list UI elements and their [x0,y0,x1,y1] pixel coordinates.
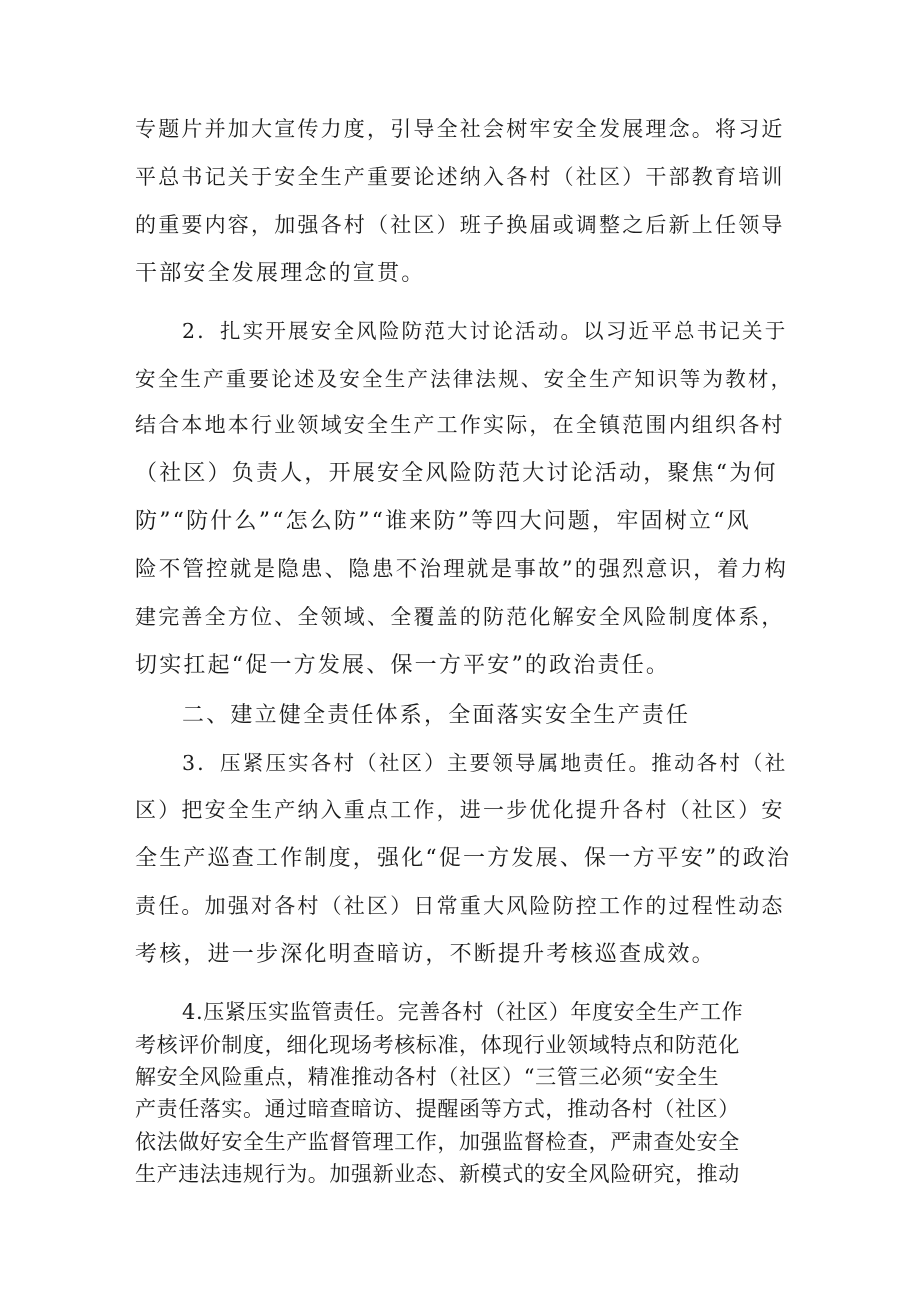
text-line: 生产违法违规行为。加强新业态、新模式的安全风险研究，推动 [135,1162,740,1186]
text-line: 的重要内容，加强各村（社区）班子换届或调整之后新上任领导 [135,213,785,237]
text-line: 2．扎实开展安全风险防范大讨论活动。以习近平总书记关于 [182,319,788,343]
text-line: 产责任落实。通过暗查暗访、提醒函等方式，推动各村（社区） [135,1097,740,1121]
text-line: 安全生产重要论述及安全生产法律法规、安全生产知识等为教材， [135,367,794,391]
text-line: 考核，进一步深化明查暗访，不断提升考核巡查成效。 [135,942,716,967]
text-line: 全生产巡查工作制度，强化“促一方发展、保一方平安”的政治 [135,846,792,871]
text-line: 专题片并加大宣传力度，引导全社会树牢安全发展理念。将习近 [135,117,785,141]
text-line: 防”“防什么”“怎么防”“谁来防”等四大问题，牢固树立“风 [135,509,751,534]
text-line: 干部安全发展理念的宣贯。 [135,261,426,286]
text-line: 切实扛起“促一方发展、保一方平安”的政治责任。 [135,653,671,678]
text-line: 建完善全方位、全领域、全覆盖的防范化解安全风险制度体系， [135,605,785,629]
text-line: 考核评价制度，细化现场考核标准，体现行业领域特点和防范化 [135,1033,740,1057]
text-line: 责任。加强对各村（社区）日常重大风险防控工作的过程性动态 [135,894,785,918]
text-line: （社区）负责人，开展安全风险防范大讨论活动，聚焦“为何 [135,461,778,486]
text-line: 解安全风险重点，精准推动各村（社区）“三管三必须“安全生 [135,1065,720,1089]
text-line: 平总书记关于安全生产重要论述纳入各村（社区）干部教育培训 [135,165,785,189]
text-line: 4.压紧压实监管责任。完善各村（社区）年度安全生产工作 [182,1000,744,1024]
section-heading: 二、建立健全责任体系，全面落实安全生产责任 [182,703,691,728]
text-line: 险不管控就是隐患、隐患不治理就是事故”的强烈意识，着力构 [135,557,789,582]
text-line: 3．压紧压实各村（社区）主要领导属地责任。推动各村（社 [182,751,788,775]
text-line: 依法做好安全生产监督管理工作，加强监督检查，严肃查处安全 [135,1130,740,1154]
text-line: 结合本地本行业领域安全生产工作实际，在全镇范围内组织各村 [135,413,785,437]
text-line: 区）把安全生产纳入重点工作，进一步优化提升各村（社区）安 [135,798,785,822]
